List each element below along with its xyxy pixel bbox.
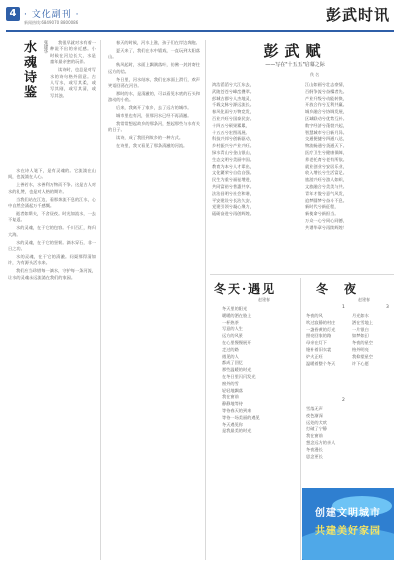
paragraph: 我很早就对水有着一种说不出的亲近感。小时候在河边长大，水是童年最亲密的玩伴。 xyxy=(50,40,96,65)
article-author: 张建华 xyxy=(43,40,48,54)
verse-line: 交通便捷兮四通八达， xyxy=(305,136,347,142)
verse-line: 江山如画兮壮志豪情， xyxy=(305,82,347,87)
verse-line: 一片银白 xyxy=(352,326,369,332)
paragraph: 秋风起时，水面上飘满落叶，仿佛一封封寄往远方的信。 xyxy=(108,62,200,74)
verse-line: 如梦如幻 xyxy=(352,333,369,339)
verse-line: 静静地等待 xyxy=(222,401,243,407)
verse-line: 养老托育兮老有所依。 xyxy=(305,156,347,162)
verse-line: 文旅融合兮美美与共。 xyxy=(305,183,347,189)
verse-line: 共谱华章兮再续辉煌！ xyxy=(305,224,347,230)
section-number: 2 xyxy=(342,398,345,403)
header-rule xyxy=(6,30,394,32)
verse-line: 等待春天的到来 xyxy=(222,407,252,413)
verse-line: 乡村振兴兮产业兴旺。 xyxy=(212,143,254,149)
verse-line: 暖暖的洒在脸上 xyxy=(222,312,252,318)
verse-line: 党建引领兮凝心聚力， xyxy=(212,204,254,210)
paragraph: 我常常想起故乡的那条河，想起那些与水有关的日子。 xyxy=(108,120,200,133)
verse-line: 远方的风景 xyxy=(222,333,243,339)
masthead-logo: 彭武时讯 xyxy=(325,6,390,24)
paragraph: 我们应当珍惜每一滴水，守护每一条河流，让水的灵魂永远流淌在我们的家园。 xyxy=(8,268,96,280)
verse-line: 等待一场美丽的遇见 xyxy=(222,414,260,420)
paragraph: 在诗里，我又看见了那条清澈的河流。 xyxy=(116,143,188,149)
paragraph: 水的灵魂，在于它的清澈。问渠那得清如许，为有源头活水来。 xyxy=(8,253,96,266)
verse-line: 武陵苍苍兮峰峦叠翠。 xyxy=(212,88,254,94)
paragraph: 逝者如斯夫，不舍昼夜。时光如流水，一去不复返。 xyxy=(8,210,96,223)
verse-line: 我仰望星空 xyxy=(352,353,373,359)
verse-line: 砥砺奋进兮再创辉煌。 xyxy=(212,211,254,217)
verse-line: 城乡融合兮协调发展， xyxy=(305,109,347,115)
verse-line: 百舸争流兮奋楫者先。 xyxy=(305,88,347,94)
verse-line: 冬夜的风 xyxy=(306,313,323,318)
section-name: · 文化副刊 · xyxy=(24,10,80,20)
verse-line: 追梦圆梦兮奋斗不息。 xyxy=(305,197,347,203)
verse-line: 平安建设兮长治久安。 xyxy=(212,197,254,203)
poem-author: 赵建春 xyxy=(358,297,370,302)
poem-author: 赵建春 xyxy=(258,297,270,302)
verse-line: 许下心愿 xyxy=(352,360,369,366)
verse-line: 冬夜漫长 xyxy=(306,446,323,452)
poem-title: 冬天·遇见 xyxy=(214,282,277,296)
verse-line: 月光如水 xyxy=(352,313,369,318)
poem-verse-column xyxy=(305,82,395,267)
verse-line: 洒在雪地上 xyxy=(352,319,373,325)
verse-line: 区域联动兮优势互补。 xyxy=(305,115,347,121)
section-number: 1 xyxy=(342,305,345,310)
verse-line: 我在窗前 xyxy=(222,394,239,400)
poem-subtitle: ——写在"十五五"启幕之际 xyxy=(265,62,325,68)
verse-line: 吹过寂静的村庄 xyxy=(306,319,336,325)
banner-slogan-line: 创建文明城市 xyxy=(315,508,381,519)
verse-line: 鸿浩滔滔兮大江东去， xyxy=(212,82,254,87)
verse-line: 科技兴邦兮创新驱动， xyxy=(212,136,254,142)
verse-line: 十五五兮宏图再展。 xyxy=(212,129,250,135)
poem-title: 彭武赋 xyxy=(263,42,327,60)
banner-slogan-line: 共建美好家园 xyxy=(315,526,381,537)
verse-line: 在冬日里闪闪发光 xyxy=(222,373,256,379)
verse-line: 轻轻地飘落 xyxy=(222,387,243,393)
verse-line: 智慧城市兮日新月异。 xyxy=(305,129,347,135)
verse-line: 百业兴旺兮国泰民安。 xyxy=(212,115,254,121)
verse-line: 照亮回家的路 xyxy=(306,333,332,339)
verse-line: 走过的路 xyxy=(222,346,239,352)
verse-line: 万众一心兮同心同德， xyxy=(305,217,347,223)
verse-line: 冬天里的阳光 xyxy=(222,306,248,311)
poem-verse-column xyxy=(222,306,298,556)
verse-line: 共同富裕兮普惠共享。 xyxy=(212,183,254,189)
paragraph: 当我们站在江边，看那奔流不息的江水，心中自然会涌起万千感慨。 xyxy=(8,196,96,209)
paragraph: 城市里也有河，但那河水已经不再清澈。 xyxy=(116,113,192,119)
verse-line: 旅游兴旺兮游人如织， xyxy=(305,177,347,183)
header-meta: 新闻热线:6849070 8800086 xyxy=(24,20,79,25)
column-divider xyxy=(205,40,206,560)
poem-author: 佚 名 xyxy=(310,72,320,77)
verse-line: 法治昌明兮社会和谐， xyxy=(212,190,254,196)
paragraph: 夏天来了，我们在水中嬉戏，一直玩到太阳落山。 xyxy=(108,47,200,60)
verse-line: 窗外的雪 xyxy=(222,380,239,386)
poem-title: 冬 夜 xyxy=(316,282,359,296)
paragraph: 后来，我离开了家乡，去了远方的城市。 xyxy=(116,105,192,111)
verse-line: 开放合作兮互利共赢。 xyxy=(305,102,347,108)
paragraph: 冬日里，河水结冰，我们在冰面上滑行，欢声笑语回荡在河谷。 xyxy=(108,76,200,88)
verse-line: 都成了回忆 xyxy=(222,360,243,366)
verse-line: 春风化雨兮万物竞发， xyxy=(212,109,254,115)
verse-line: 格外明亮 xyxy=(352,346,369,352)
verse-line: 遇见的人 xyxy=(222,353,239,359)
verse-line: 是我最美的时光 xyxy=(222,428,252,434)
verse-line: 雪落无声 xyxy=(306,406,323,411)
verse-line: 温暖着整个冬天 xyxy=(306,360,336,366)
verse-line: 就业创业兮安居乐业， xyxy=(305,163,347,169)
verse-line: 教育为本兮人才辈出， xyxy=(212,163,254,169)
paragraph: 春天的时候，河水上涨，孩子们在岸边奔跑。 xyxy=(116,40,200,45)
verse-line: 在心里慢慢展开 xyxy=(222,339,252,345)
verse-line: 一盏昏黄的灯光 xyxy=(306,326,336,332)
paragraph: 那时的水，是清澈的，可以看见水底的石头和游动的小鱼。 xyxy=(108,90,200,103)
verse-line: 我在窗前 xyxy=(306,433,323,439)
verse-line: 母亲在灯下 xyxy=(306,340,327,346)
verse-line: 彭城古郡兮人杰地灵， xyxy=(212,95,254,101)
verse-line: 远处的犬吠 xyxy=(306,419,327,425)
verse-line: 打破了宁静 xyxy=(306,426,327,432)
paragraph: 上善若水，水善利万物而不争。这是古人对水的礼赞，也是对人格的期许。 xyxy=(8,182,96,194)
verse-line: 新使命兮新担当。 xyxy=(305,211,339,217)
verse-line: 文化繁荣兮自信自强。 xyxy=(212,170,254,176)
page-header xyxy=(0,0,400,34)
verse-line: 数字经济兮蓬勃兴起， xyxy=(305,122,347,128)
column-divider xyxy=(300,278,301,560)
verse-line: 写意的人生 xyxy=(222,326,243,332)
page-number: 4 xyxy=(6,7,20,21)
verse-line: 一杯热茶 xyxy=(222,319,239,325)
verse-line: 十四五兮硕果累累， xyxy=(212,122,250,128)
paragraph: 读诗时，也总是对写水的诗句格外留意。古人写水，或写其柔，或写其刚，或写其清，或写其浊。 xyxy=(50,67,96,98)
paragraph: 水的灵魂，在于它的坚韧。滴水穿石，非一日之功。 xyxy=(8,239,96,251)
verse-line: 冬夜的星空 xyxy=(352,340,373,346)
column-divider xyxy=(100,40,101,560)
verse-line: 千载文脉兮源远流长。 xyxy=(212,102,254,108)
verse-line: 民生为重兮福祉增进， xyxy=(212,177,254,183)
verse-line: 缝补着旧衣裳 xyxy=(306,346,332,352)
paragraph: 水的灵魂，在于它的包容。千川百汇，终归大海。 xyxy=(8,225,96,237)
verse-line: 那些温暖的时光 xyxy=(222,367,252,373)
verse-line: 产业升级兮动能转换， xyxy=(305,95,347,101)
section-number: 3 xyxy=(386,305,389,310)
verse-line: 医疗卫生兮健康保障， xyxy=(305,149,347,155)
verse-line: 绿水青山兮金山银山， xyxy=(212,149,254,155)
verse-line: 炉火正旺 xyxy=(306,353,323,359)
verse-line: 冬天遇见你 xyxy=(222,421,243,427)
poem-verse-column xyxy=(352,313,396,373)
article-body-column xyxy=(8,168,96,560)
verse-line: 物流畅通兮货通天下。 xyxy=(305,143,347,149)
verse-line: 生态文明兮美丽中国。 xyxy=(212,156,254,162)
paragraph: 读诗，成了我回到故乡的一种方式。 xyxy=(116,135,184,141)
paragraph: 水在诗人笔下，是有灵魂的。它流淌在山间，也流淌在人心。 xyxy=(8,168,96,180)
article-title-vertical: 水魂诗鉴 xyxy=(21,40,36,100)
civic-banner xyxy=(302,488,394,560)
verse-line: 夜色渐深 xyxy=(306,412,323,418)
verse-line: 青年才俊兮意气风发， xyxy=(305,190,347,196)
article-lead-column xyxy=(50,40,96,160)
verse-line: 思念更长 xyxy=(306,453,323,459)
poem-verse-column xyxy=(306,406,394,476)
verse-line: 想念远方的亲人 xyxy=(306,439,336,445)
verse-line: 收入增长兮生活富足。 xyxy=(305,170,347,176)
poem-verse-column xyxy=(212,82,300,267)
section-divider xyxy=(210,274,394,275)
poem-verse-column xyxy=(306,313,350,373)
article-continued-column xyxy=(108,40,200,560)
verse-line: 新时代兮新征程， xyxy=(305,204,339,210)
